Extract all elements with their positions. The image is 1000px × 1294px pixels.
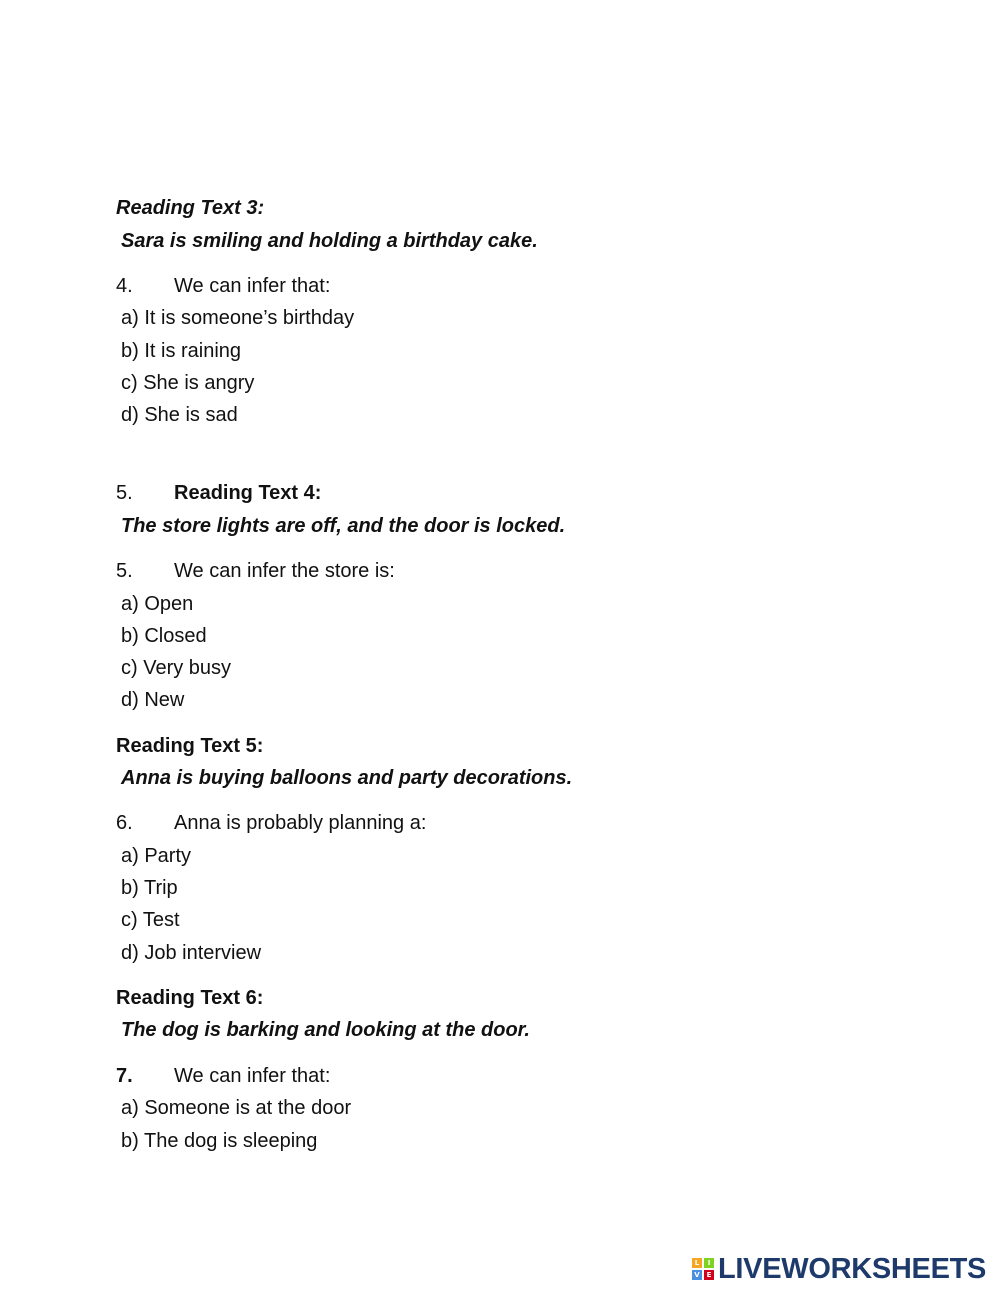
- question-7-option-b[interactable]: b) The dog is sleeping: [121, 1130, 318, 1152]
- question-5-number: 5.: [116, 560, 133, 582]
- question-7-number: 7.: [116, 1065, 133, 1087]
- question-5-option-d[interactable]: d) New: [121, 689, 185, 711]
- question-7-text: We can infer that:: [174, 1065, 331, 1087]
- logo-mark-cell: E: [704, 1270, 714, 1280]
- question-5-option-a[interactable]: a) Open: [121, 593, 194, 615]
- question-5-option-c[interactable]: c) Very busy: [121, 657, 232, 679]
- logo-wordmark: LIVEWORKSHEETS: [718, 1252, 987, 1285]
- question-5-text: We can infer the store is:: [174, 560, 395, 582]
- question-4-text: We can infer that:: [174, 275, 331, 297]
- question-5-option-b[interactable]: b) Closed: [121, 625, 207, 647]
- reading-text-6-title: Reading Text 6:: [116, 987, 264, 1009]
- question-7-option-a[interactable]: a) Someone is at the door: [121, 1097, 352, 1119]
- question-6-number: 6.: [116, 812, 133, 834]
- reading-text-6-passage: The dog is barking and looking at the door.: [121, 1019, 530, 1041]
- reading-text-5-passage: Anna is buying balloons and party decorations.: [121, 767, 573, 789]
- question-4-number: 4.: [116, 275, 133, 297]
- question-6-option-b[interactable]: b) Trip: [121, 877, 178, 899]
- reading-text-4-title: Reading Text 4:: [174, 482, 322, 504]
- reading-text-4-passage: The store lights are off, and the door is locked.: [121, 515, 566, 537]
- question-6-option-d[interactable]: d) Job interview: [121, 942, 262, 964]
- question-6-option-a[interactable]: a) Party: [121, 845, 192, 867]
- logo-mark-icon: [692, 1258, 714, 1280]
- question-6-option-c[interactable]: c) Test: [121, 909, 180, 931]
- logo-mark-cell: L: [692, 1258, 702, 1268]
- question-6-text: Anna is probably planning a:: [174, 812, 427, 834]
- question-4-option-b[interactable]: b) It is raining: [121, 340, 242, 362]
- reading-text-3-passage: Sara is smiling and holding a birthday cake.: [121, 230, 538, 252]
- question-4-option-c[interactable]: c) She is angry: [121, 372, 255, 394]
- logo-mark-cell: V: [692, 1270, 702, 1280]
- logo-mark-cell: I: [704, 1258, 714, 1268]
- reading-text-5-title: Reading Text 5:: [116, 735, 264, 757]
- reading-text-3-title: Reading Text 3:: [116, 197, 265, 219]
- question-4-option-d[interactable]: d) She is sad: [121, 404, 238, 426]
- reading-text-4-number: 5.: [116, 482, 133, 504]
- liveworksheets-logo: [692, 1254, 986, 1284]
- question-4-option-a[interactable]: a) It is someone’s birthday: [121, 307, 355, 329]
